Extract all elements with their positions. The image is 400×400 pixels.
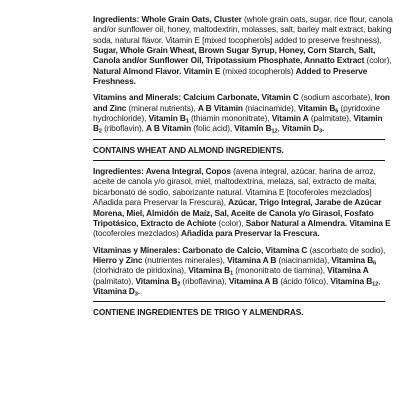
bold-text-run: Vitamin D [281, 123, 320, 134]
bold-text-run: Vitamin B [298, 102, 336, 113]
subscript-text: 12 [372, 281, 379, 288]
plain-text-run: (whole grain oats, sugar, rice flour, canola and/or sunflower oil, honey, maltodextrin, molasses, salt, barley malt extract, baking soda, natural flavor. Vitamin E [mixed tocopherols] added to preserve freshness), [93, 14, 393, 45]
bold-text-run: Ingredients: Whole Grain Oats, Cluster [93, 14, 242, 24]
bold-text-run: Vitamina A [327, 265, 369, 276]
divider-line [93, 160, 385, 161]
plain-text-run: (palmitate), [308, 113, 354, 124]
spanish-allergen-text: CONTIENE INGREDIENTES DE TRIGO Y ALMENDRAS. [93, 307, 304, 318]
plain-text-run: , [277, 123, 282, 134]
english-allergen-text: CONTAINS WHEAT AND ALMOND INGREDIENTS. [93, 144, 284, 155]
bold-text-run: Sugar, Whole Grain Wheat, Brown Sugar Syrup, Honey, Corn Starch, Salt, Canola and/or Sunflower Oil, Tripotassium Phosphate, Annatto Extract [93, 45, 376, 66]
bold-text-run: Vitamina B [331, 254, 374, 265]
plain-text-run: (sodium ascorbate), [298, 92, 375, 103]
subscript-text: 12 [271, 128, 278, 135]
bold-text-run: Añadida para Preservar la Frescura. [180, 228, 320, 239]
bold-text-run: Vitamina D [93, 285, 135, 296]
bold-text-run: Added to Preserve Freshness. [93, 65, 368, 87]
plain-text-run: (niacinamide), [242, 102, 299, 113]
divider-line [93, 139, 385, 140]
plain-text-run: (color), [364, 55, 392, 66]
spanish-allergen-statement [93, 307, 393, 317]
plain-text-run: (color), [216, 217, 246, 228]
plain-text-run: (thiamin mononitrate), [188, 113, 272, 124]
plain-text-run: (mixed tocopherols) [220, 65, 296, 76]
plain-text-run: (tocoferoles mezclados) [93, 228, 181, 239]
subscript-text: 6 [335, 108, 339, 115]
bold-text-run: Vitamins and Minerals: Calcium Carbonate, Vitamin C [93, 92, 299, 103]
bold-text-run: . [322, 123, 325, 134]
bold-text-run: Vitamina A B [228, 275, 279, 286]
plain-text-run: (ascorbato de sodio), [307, 244, 386, 255]
divider-line [93, 301, 385, 302]
subscript-text: 2 [177, 281, 181, 288]
english-vitamins-minerals-paragraph [93, 92, 393, 133]
bold-text-run: Vitamin B [234, 123, 272, 134]
subscript-text: 3 [319, 128, 323, 135]
plain-text-run: (folic acid), [191, 123, 235, 134]
subscript-text: 3 [134, 291, 138, 298]
bold-text-run: A B Vitamin [197, 102, 243, 113]
bold-text-run: Vitamina B [135, 275, 178, 286]
plain-text-run: (avena integral, azúcar, harina de arroz, aceite de canola y/o girasol, miel, maltodextrina, melaza, sal, extracto de malta, bicarbonato de sodio, saborizante natural. Vitamina E [tocoferoles mezclados] Añadida para Preservar la Frescura), [93, 166, 377, 208]
plain-text-run: (niacinamida), [276, 254, 332, 265]
plain-text-run: (nutrientes minerales), [142, 254, 228, 265]
plain-text-run: (mononitrato de tiamina), [233, 265, 328, 276]
subscript-text: 6 [373, 260, 377, 267]
bold-text-run: Vitamin B [93, 113, 383, 134]
plain-text-run: (riboflavin), [101, 123, 147, 134]
bold-text-run: Vitamin B [148, 113, 186, 124]
subscript-text: 1 [185, 118, 189, 125]
ingredient-label-panel [93, 14, 393, 318]
english-allergen-statement [93, 145, 393, 155]
plain-text-run: (mineral nutrients), [126, 102, 198, 113]
bold-text-run: . [137, 285, 140, 296]
bold-text-run: Vitamina A B [227, 254, 277, 265]
plain-text-run: (riboflavina), [180, 275, 229, 286]
bold-text-run: Vitamin A [271, 113, 309, 124]
bold-text-run: Sabor Natural a Almendra. Vitamina E [245, 217, 391, 228]
bold-text-run: Iron and Zinc [93, 92, 390, 113]
bold-text-run: Azúcar, Trigo Integral, Jarabe de Azúcar Morena, Miel, Almidón de Maíz, Sal, Aceite de Canola y/o Girasol, Fosfato Tripotásico, Extracto de Achiote [93, 197, 382, 228]
plain-text-run: (ácido fólico), [278, 275, 331, 286]
bold-text-run: Hierro y Zinc [93, 254, 143, 265]
bold-text-run: Vitaminas y Minerales: Carbonato de Calcio, Vitamina C [93, 244, 308, 255]
plain-text-run: (palmitato), [93, 275, 136, 286]
bold-text-run: Ingredientes: Avena Integral, Copos [93, 166, 231, 177]
plain-text-run: (pyridoxine hydrochloride), [93, 102, 380, 124]
bold-text-run: Vitamina B [188, 265, 231, 276]
subscript-text: 1 [230, 270, 234, 277]
bold-text-run: Vitamina B [330, 275, 373, 286]
spanish-vitamins-minerals-paragraph [93, 245, 393, 297]
spanish-ingredients-paragraph [93, 166, 393, 238]
bold-text-run: A B Vitamin [146, 123, 192, 134]
bold-text-run: Natural Almond Flavor. Vitamin E [93, 65, 221, 76]
plain-text-run: (clorhidrato de piridoxina), [93, 265, 189, 276]
plain-text-run: , [378, 275, 381, 286]
english-ingredients-paragraph [93, 14, 393, 86]
subscript-text: 2 [98, 128, 102, 135]
